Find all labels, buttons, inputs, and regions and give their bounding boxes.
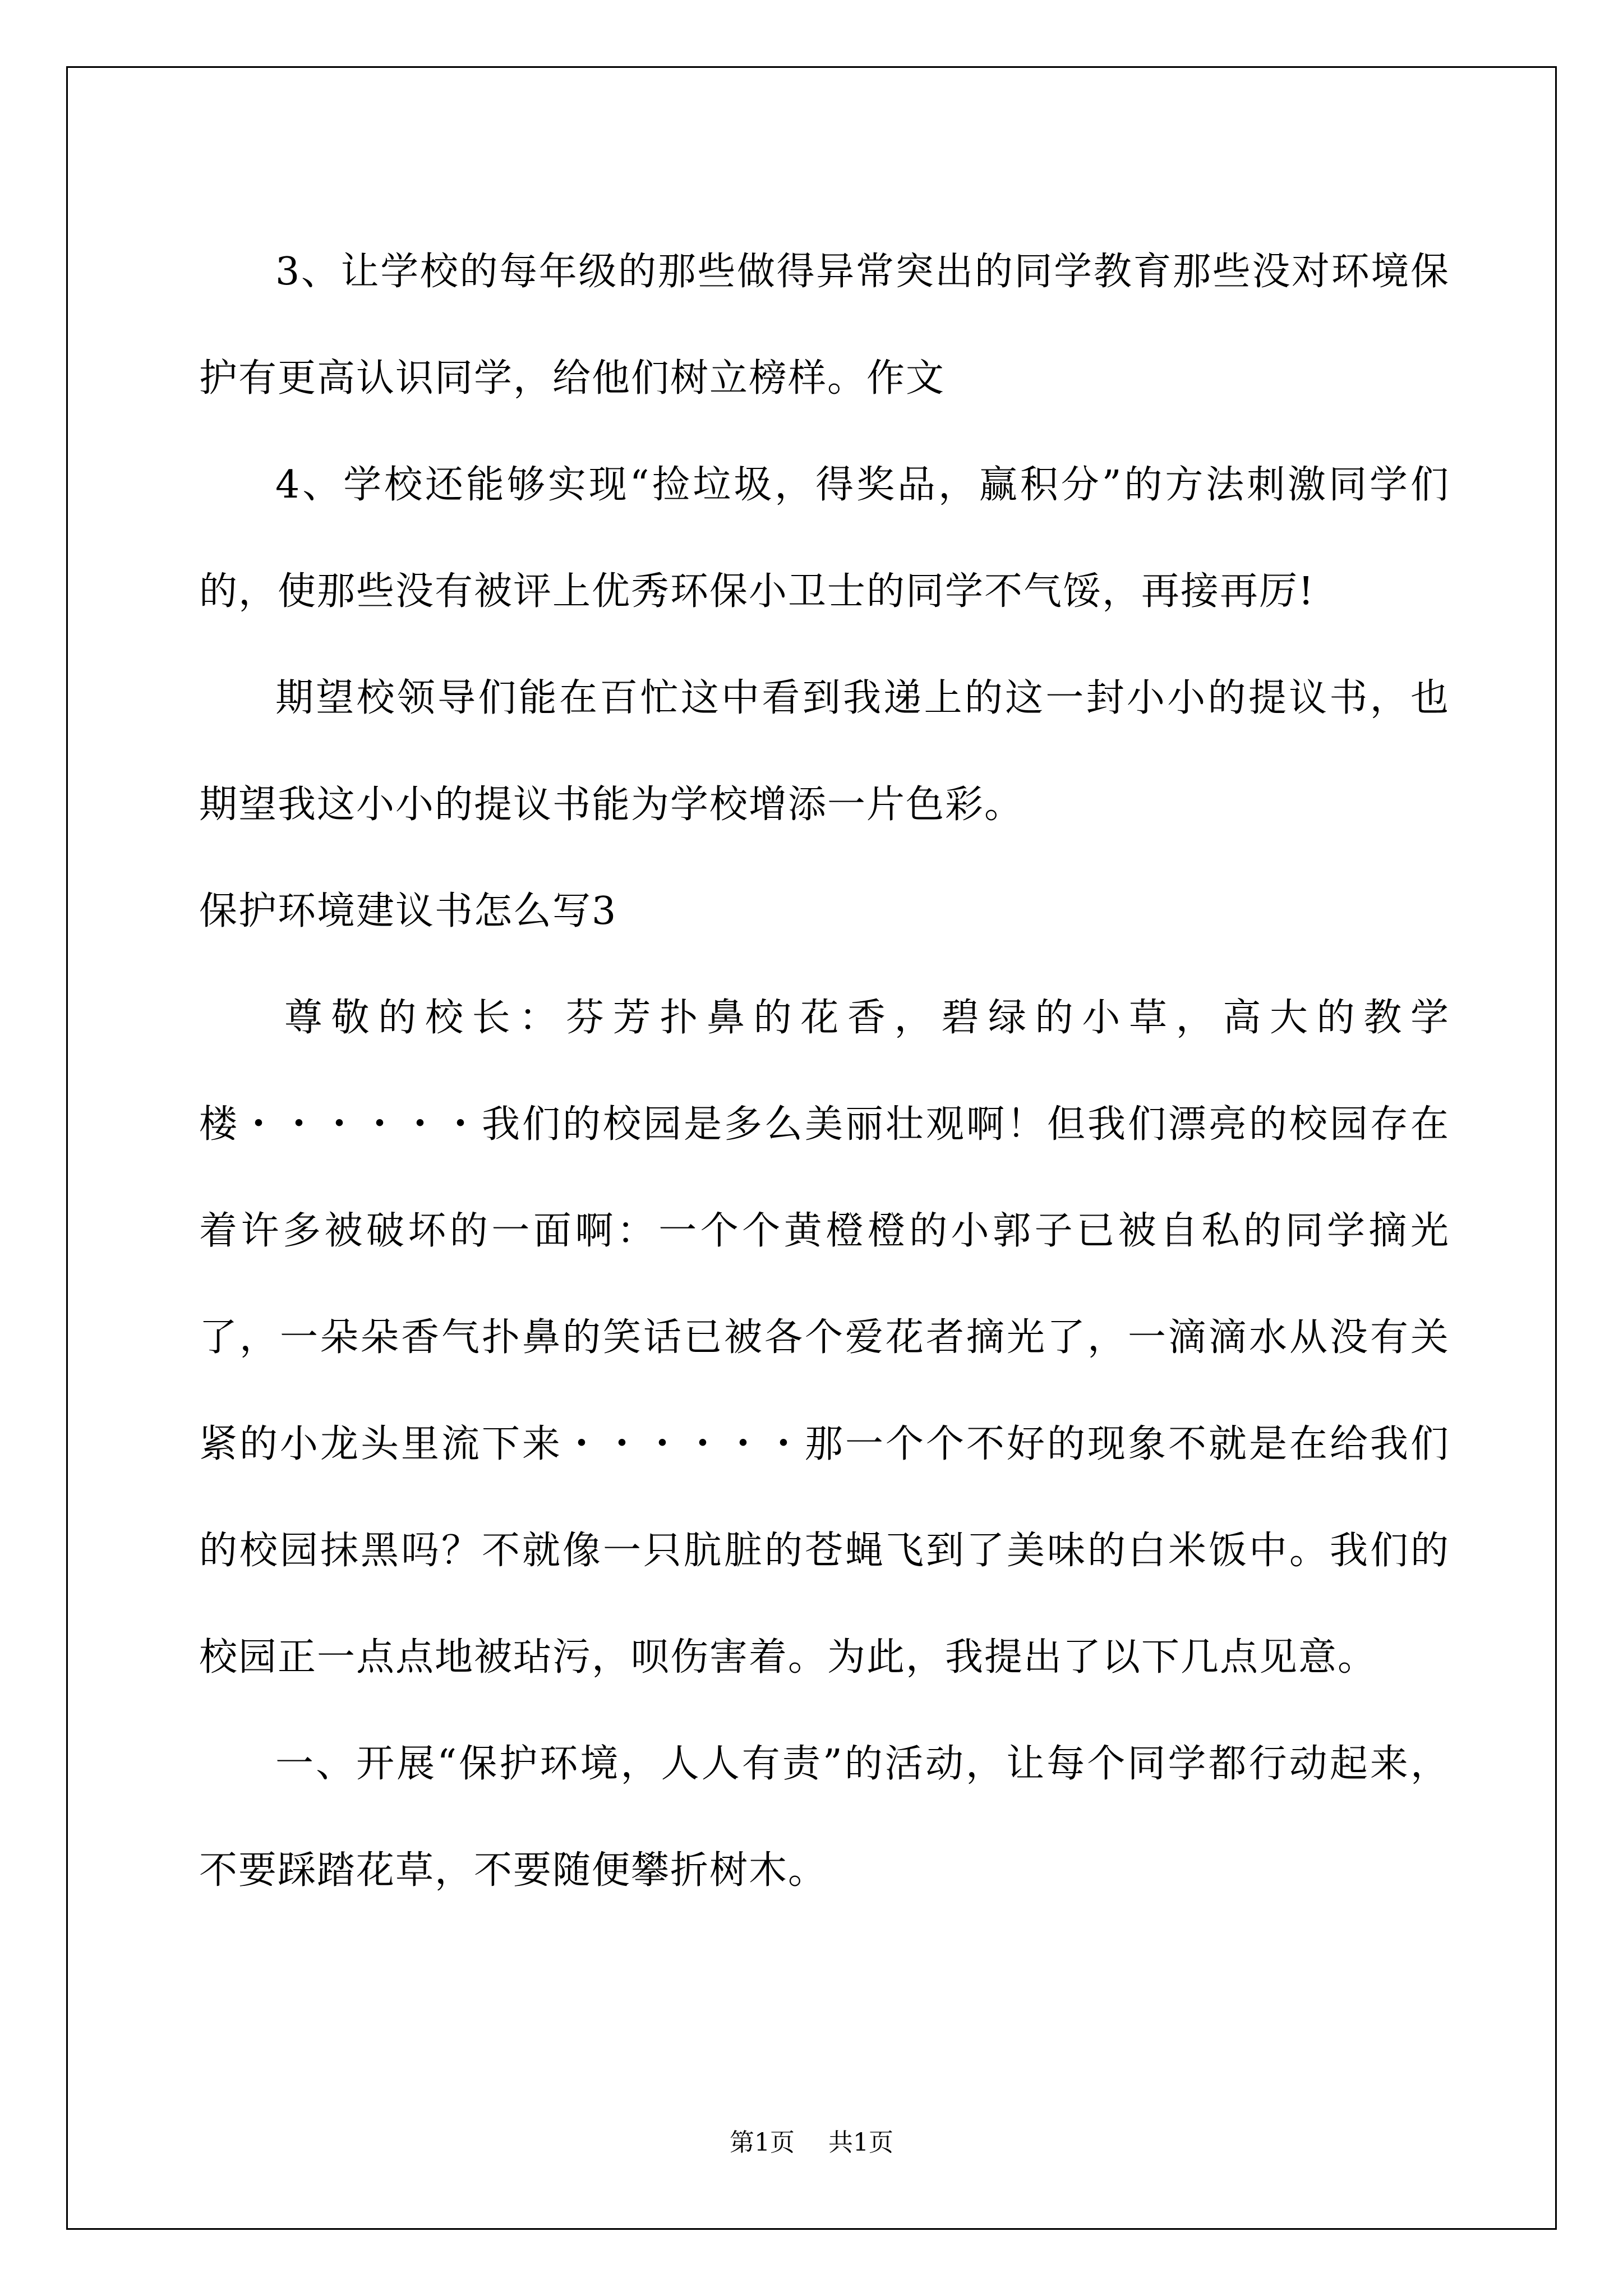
paragraph-item-3: 3、让学校的每年级的那些做得异常突出的同学教育那些没对环境保护有更高认识同学，给他们树立榜样。作文	[199, 250, 1450, 401]
page-footer	[0, 2126, 1623, 2160]
paragraph-suggestion-1: 一、开展“保护环境，人人有责”的活动，让每个同学都行动起来，不要踩踏花草，不要随便攀折树木。	[199, 1742, 1450, 1893]
document-body	[199, 219, 1450, 1924]
page-total: 共1页	[828, 2128, 893, 2157]
section-heading: 保护环境建议书怎么写3	[199, 889, 617, 933]
paragraph-salutation-body: 尊敬的校长：芬芳扑鼻的花香，碧绿的小草，高大的教学楼・・・・・・我们的校园是多么美丽壮观啊！但我们漂亮的校园存在着许多被破坏的一面啊：一个个黄橙橙的小郭子已被自私的同学摘光了，一朵朵香气扑鼻的笑话已被各个爱花者摘光了，一滴滴水从没有关紧的小龙头里流下来・・・・・・那一个个不好的现象不就是在给我们的校园抹黑吗？不就像一只肮脏的苍蝇飞到了美味的白米饭中。我们的校园正一点点地被玷污，呗伤害着。为此，我提出了以下几点见意。	[199, 996, 1450, 1680]
paragraph-closing: 期望校领导们能在百忙这中看到我递上的这一封小小的提议书，也期望我这小小的提议书能为学校增添一片色彩。	[199, 676, 1450, 827]
paragraph-item-4: 4、学校还能够实现“捡垃圾，得奖品，赢积分”的方法刺激同学们的，使那些没有被评上优秀环保小卫士的同学不气馁，再接再厉!	[199, 463, 1450, 614]
page-number: 第1页	[730, 2128, 795, 2157]
